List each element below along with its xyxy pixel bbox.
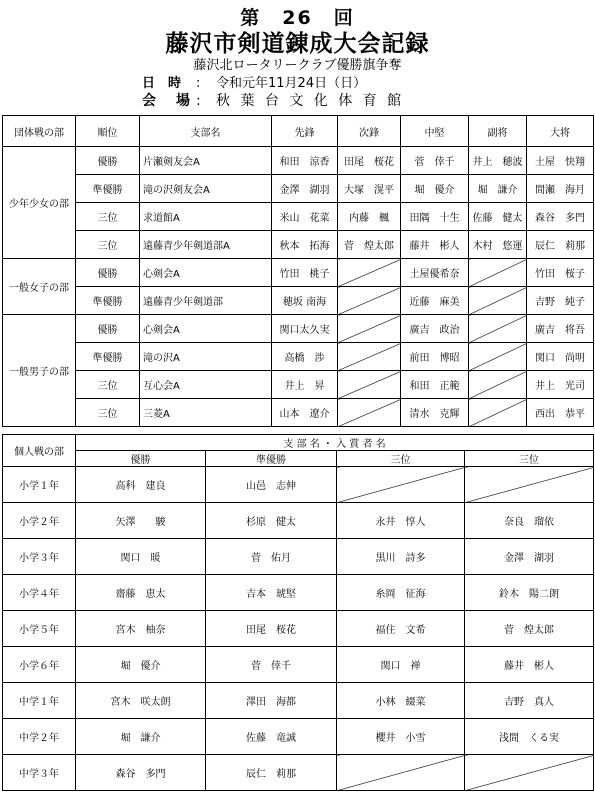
team-row [3,203,594,231]
rank-cell: 三位 [76,231,140,259]
player-cell: 田尾 桜花 [338,147,401,175]
individual-row [3,575,594,611]
player-cell: 辰仁 莉那 [527,231,594,259]
rank-cell: 準優勝 [76,287,140,315]
player-cell: 大塚 滉平 [338,175,401,203]
individual-row [3,539,594,575]
winner-cell: 櫻井 小雪 [337,719,465,755]
club-cell: 滝の沢剣友会A [140,175,272,203]
individual-row [3,719,594,755]
date-label: 日 時 [142,76,182,91]
player-cell: 佐藤 健太 [469,203,527,231]
grade-cell: 小学６年 [3,647,76,683]
venue-label: 会 場 [142,93,193,109]
player-cell: 土屋 快翔 [527,147,594,175]
player-cell: 竹田 桜子 [527,259,594,287]
winner-cell: 宮木 咲太朗 [76,683,206,719]
winner-cell: 辰仁 莉那 [206,755,337,791]
player-cell: 穂坂 南海 [272,287,338,315]
winner-cell: 佐藤 竜誠 [206,719,337,755]
winner-cell: 高科 建良 [76,467,206,503]
grade-cell: 小学４年 [3,575,76,611]
individual-row [3,683,594,719]
team-results-table [2,115,594,427]
empty-result-cell [465,467,594,503]
player-cell: 井上 穂波 [469,147,527,175]
team-row [3,259,594,287]
player-cell: 秋本 拓海 [272,231,338,259]
team-row [3,231,594,259]
player-cell: 前田 博昭 [401,343,469,371]
individual-caption: 支 部 名 ・ 入 賞 者 名 [76,435,594,451]
player-cell: 木村 悠運 [469,231,527,259]
player-cell: 米山 花菜 [272,203,338,231]
winner-cell: 鈴木 陽二朗 [465,575,594,611]
rank-cell: 三位 [76,203,140,231]
player-cell: 菅 倖千 [401,147,469,175]
empty-position-cell [469,259,527,287]
club-cell: 片瀬剣友会A [140,147,272,175]
rank-cell: 準優勝 [76,175,140,203]
winner-cell: 福住 文希 [337,611,465,647]
grade-cell: 中学３年 [3,755,76,791]
individual-header-row [3,451,594,467]
player-cell: 藤井 彬人 [401,231,469,259]
rank-cell: 優勝 [76,147,140,175]
team-header-cell: 次鋒 [338,116,401,147]
division-name: 一般男子の部 [3,315,76,427]
player-cell: 吉野 純子 [527,287,594,315]
player-cell: 関口 尚明 [527,343,594,371]
player-cell: 内藤 楓 [338,203,401,231]
individual-row [3,503,594,539]
winner-cell: 田尾 桜花 [206,611,337,647]
winner-cell: 菅 煌太郎 [465,611,594,647]
date-row [142,72,366,91]
player-cell: 高橋 渉 [272,343,338,371]
player-cell: 土屋優希奈 [401,259,469,287]
individual-row [3,611,594,647]
edition-number: 第 26 回 [240,7,355,29]
club-cell: 遠藤青少年剣道部 [140,287,272,315]
player-cell: 井上 光司 [527,371,594,399]
date-colon: : [196,76,201,91]
grade-cell: 小学１年 [3,467,76,503]
team-row [3,343,594,371]
club-cell: 三菱A [140,399,272,427]
rank-cell: 三位 [76,371,140,399]
team-header-cell: 大将 [527,116,594,147]
team-row [3,371,594,399]
grade-cell: 小学３年 [3,539,76,575]
player-cell: 竹田 桃子 [272,259,338,287]
player-cell: 関口太久実 [272,315,338,343]
winner-cell: 矢澤 駿 [76,503,206,539]
club-cell: 求道館A [140,203,272,231]
individual-column-header: 準優勝 [206,451,337,467]
winner-cell: 藤井 彬人 [465,647,594,683]
winner-cell: 宮木 柚奈 [76,611,206,647]
team-row [3,147,594,175]
rank-cell: 優勝 [76,259,140,287]
grade-cell: 中学２年 [3,719,76,755]
team-header-cell: 先鋒 [272,116,338,147]
grade-cell: 小学２年 [3,503,76,539]
winner-cell: 菅 倖千 [206,647,337,683]
individual-column-header: 三位 [465,451,594,467]
player-cell: 近藤 麻美 [401,287,469,315]
venue-row [142,90,404,110]
empty-position-cell [469,371,527,399]
winner-cell: 堀 優介 [76,647,206,683]
rank-cell: 準優勝 [76,343,140,371]
winner-cell: 永井 惇人 [337,503,465,539]
player-cell: 堀 優介 [401,175,469,203]
player-cell: 菅 煌太郎 [338,231,401,259]
player-cell: 山本 遼介 [272,399,338,427]
winner-cell: 小林 綴菜 [337,683,465,719]
player-cell: 西出 恭平 [527,399,594,427]
winner-cell: 関口 禅 [337,647,465,683]
team-header-cell: 団体戦の部 [3,116,76,147]
winner-cell: 澤田 海都 [206,683,337,719]
winner-cell: 吉本 琥堅 [206,575,337,611]
empty-result-cell [337,467,465,503]
division-name: 一般女子の部 [3,259,76,315]
grade-cell: 小学５年 [3,611,76,647]
venue-colon: : [196,93,204,109]
winner-cell: 山邑 志伸 [206,467,337,503]
individual-row [3,647,594,683]
venue-value: 秋 葉 台 文 化 体 育 館 [216,93,405,109]
team-row [3,287,594,315]
empty-position-cell [469,343,527,371]
document-subtitle: 藤沢北ロータリークラブ優勝旗争奪 [193,58,402,73]
individual-row [3,755,594,791]
club-cell: 心剣会A [140,315,272,343]
winner-cell: 奈良 瑠依 [465,503,594,539]
team-row [3,315,594,343]
rank-cell: 三位 [76,399,140,427]
player-cell: 田隅 十生 [401,203,469,231]
team-header-row [3,116,594,147]
empty-result-cell [465,755,594,791]
individual-row [3,467,594,503]
individual-section-label: 個人戦の部 [3,435,76,467]
winner-cell: 糸岡 征海 [337,575,465,611]
player-cell: 金澤 湖羽 [272,175,338,203]
empty-position-cell [469,399,527,427]
empty-position-cell [338,343,401,371]
document-title: 藤沢市剣道錬成大会記録 [165,31,430,57]
club-cell: 心剣会A [140,259,272,287]
individual-results-table [2,434,594,791]
empty-position-cell [338,371,401,399]
empty-result-cell [337,755,465,791]
date-value: 令和元年11月24日（日） [216,76,367,91]
team-header-cell: 支部名 [140,116,272,147]
player-cell: 間瀬 海月 [527,175,594,203]
empty-position-cell [338,399,401,427]
team-row [3,399,594,427]
winner-cell: 関口 暖 [76,539,206,575]
rank-cell: 優勝 [76,315,140,343]
team-row [3,175,594,203]
winner-cell: 菅 佑月 [206,539,337,575]
club-cell: 遠藤青少年剣道部A [140,231,272,259]
club-cell: 滝の沢A [140,343,272,371]
team-header-cell: 中堅 [401,116,469,147]
winner-cell: 吉野 真人 [465,683,594,719]
player-cell: 井上 昇 [272,371,338,399]
individual-column-header: 三位 [337,451,465,467]
team-header-cell: 副将 [469,116,527,147]
player-cell: 廣吉 政治 [401,315,469,343]
empty-position-cell [338,315,401,343]
winner-cell: 浅間 くる実 [465,719,594,755]
empty-position-cell [469,287,527,315]
player-cell: 廣吉 将吾 [527,315,594,343]
empty-position-cell [338,259,401,287]
club-cell: 互心会A [140,371,272,399]
division-name: 少年少女の部 [3,147,76,259]
winner-cell: 森谷 多門 [76,755,206,791]
player-cell: 堀 謙介 [469,175,527,203]
player-cell: 和田 涼香 [272,147,338,175]
player-cell: 和田 正範 [401,371,469,399]
winner-cell: 金澤 湖羽 [465,539,594,575]
player-cell: 森谷 多門 [527,203,594,231]
empty-position-cell [338,287,401,315]
individual-column-header: 優勝 [76,451,206,467]
team-header-cell: 順位 [76,116,140,147]
winner-cell: 杉原 健太 [206,503,337,539]
winner-cell: 堀 謙介 [76,719,206,755]
winner-cell: 黒川 詩多 [337,539,465,575]
winner-cell: 齋藤 恵太 [76,575,206,611]
grade-cell: 中学１年 [3,683,76,719]
empty-position-cell [469,315,527,343]
individual-caption-row [3,435,594,451]
player-cell: 清水 克輝 [401,399,469,427]
